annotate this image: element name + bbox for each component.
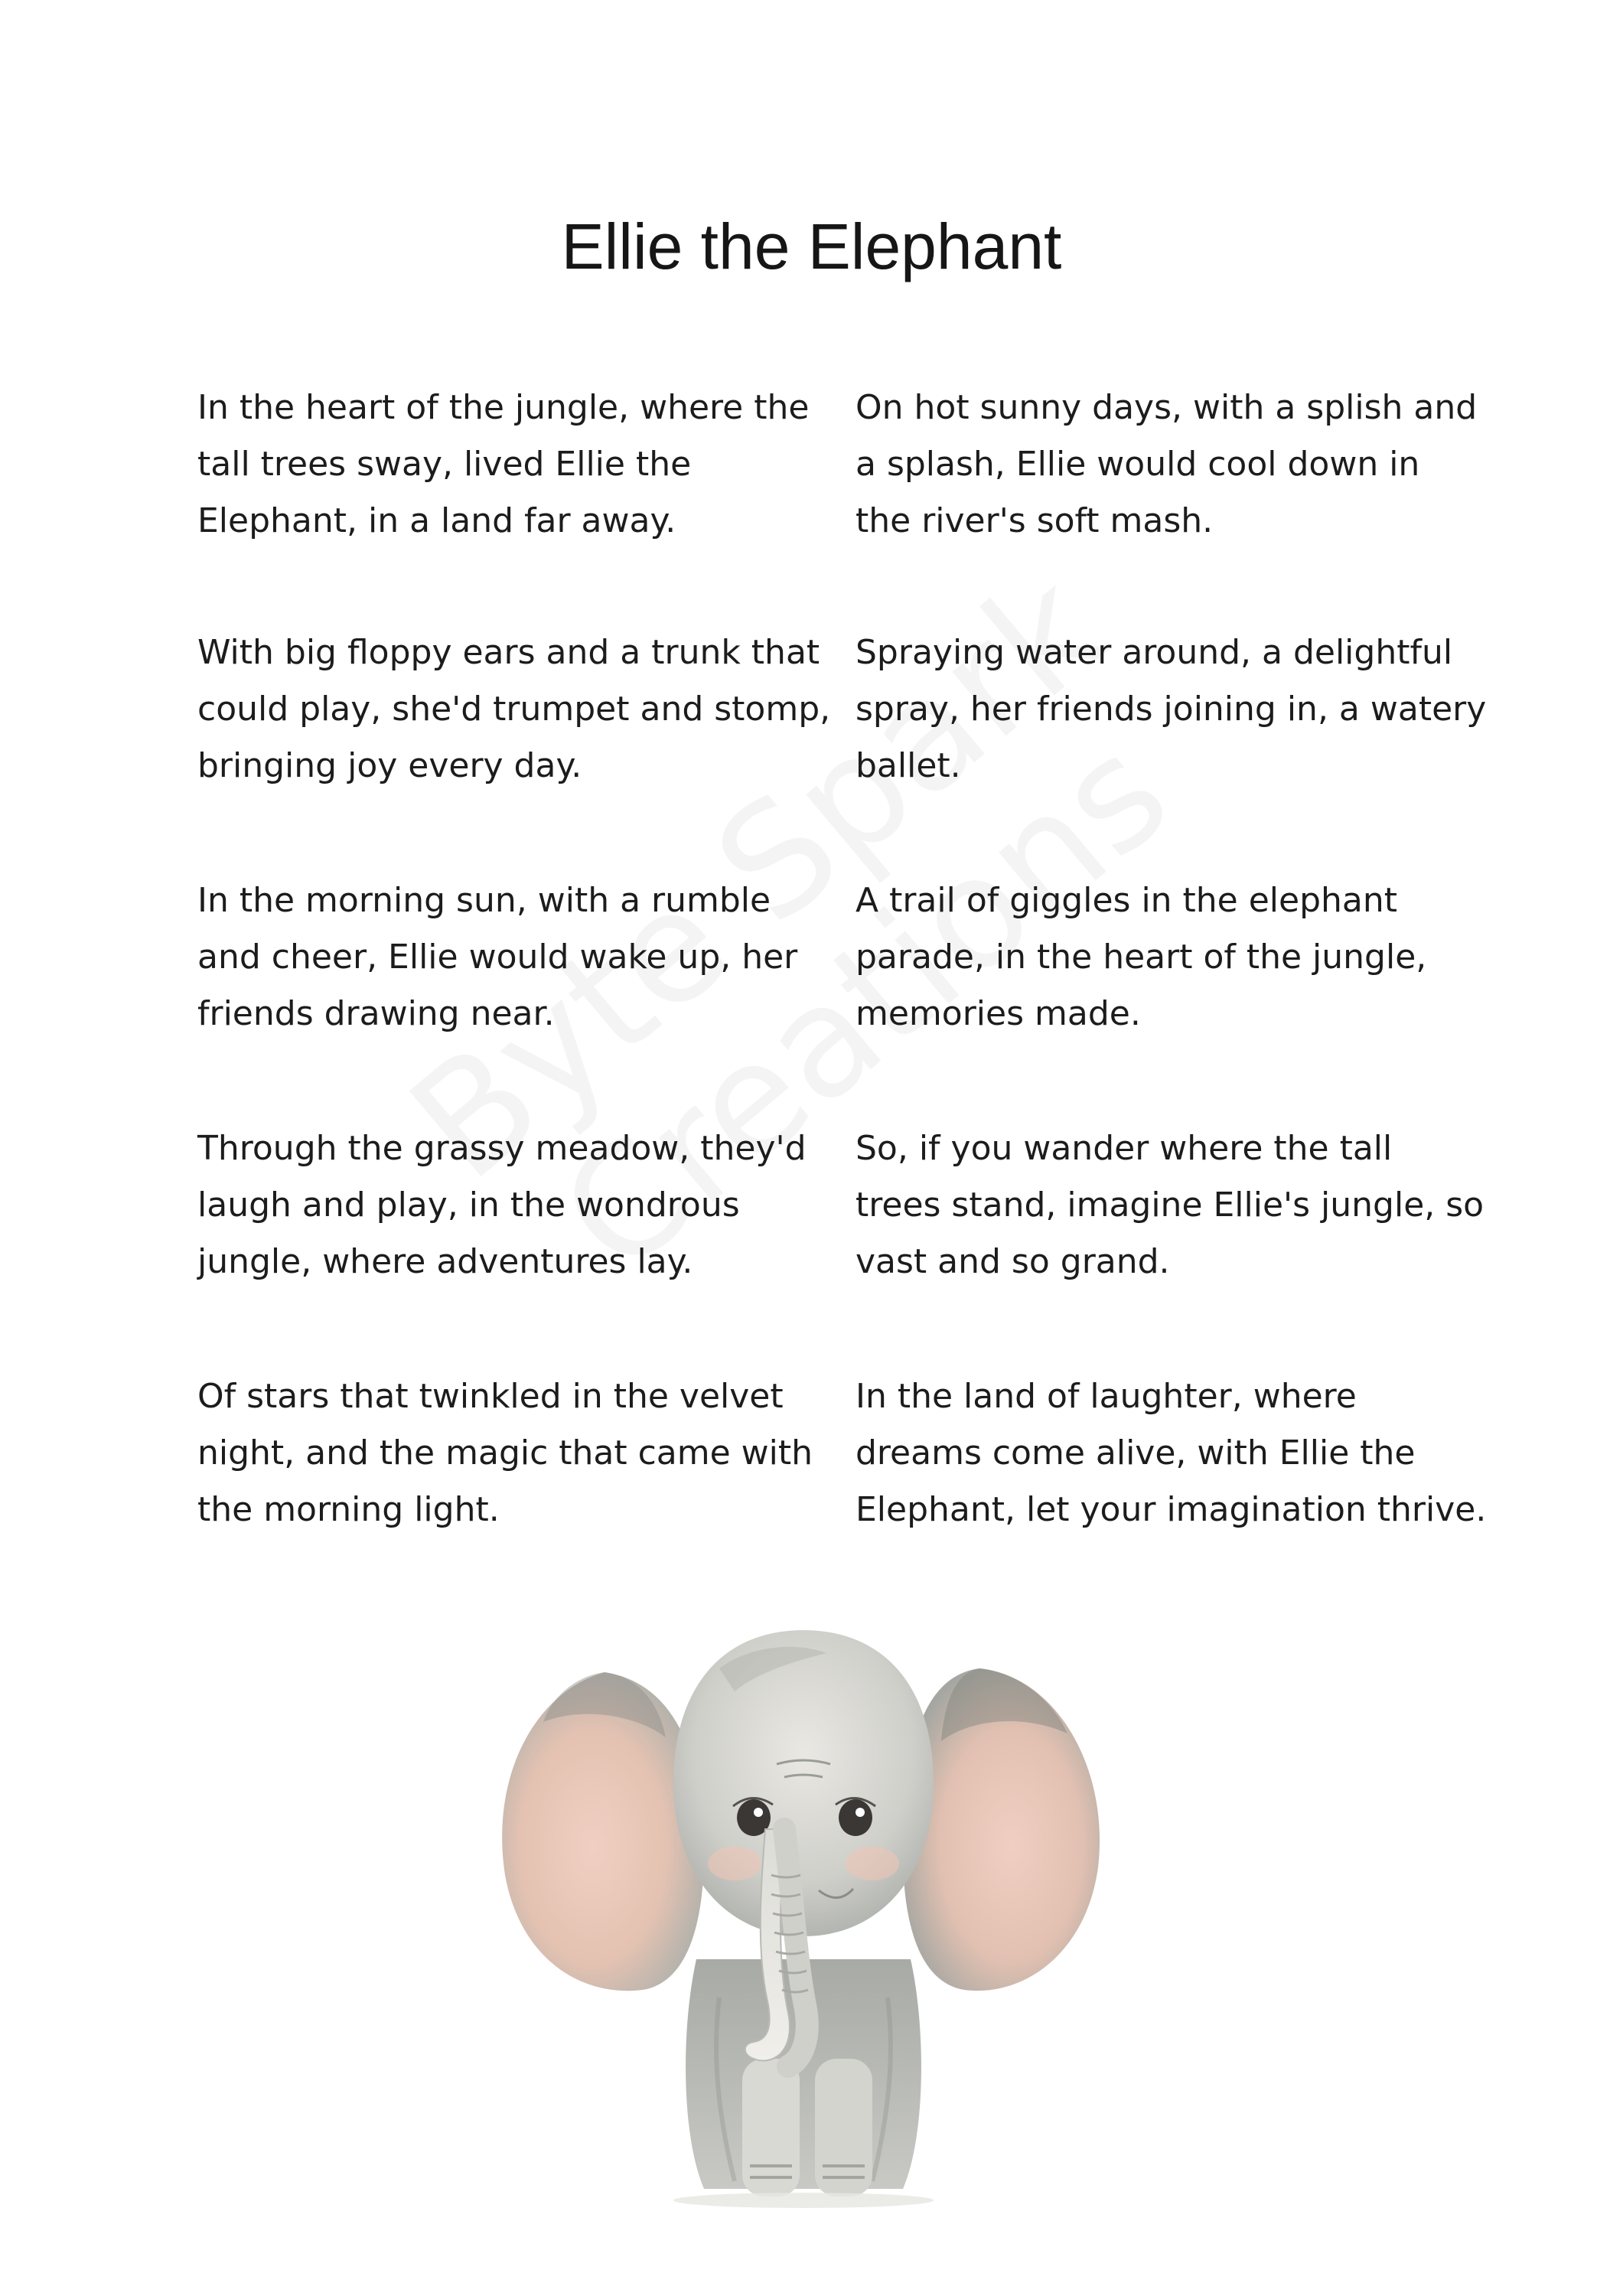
- stanza-line: jungle, where adventures lay.: [197, 1242, 693, 1281]
- stanza-right-4: [855, 1120, 1484, 1290]
- stanza-left-2: [197, 625, 831, 794]
- stanza-line: So, if you wander where the tall: [855, 1129, 1393, 1168]
- stanza-line: In the morning sun, with a rumble: [197, 881, 771, 920]
- stanza-left-3: [197, 872, 810, 1042]
- stanza-line: In the land of laughter, where: [855, 1377, 1357, 1416]
- stanza-line: Elephant, in a land far away.: [197, 501, 676, 540]
- stanza-line: dreams come alive, with Ellie the: [855, 1433, 1416, 1473]
- elephant-illustration: [490, 1600, 1117, 2212]
- stanza-line: memories made.: [855, 994, 1141, 1033]
- stanza-line: With big floppy ears and a trunk that: [197, 633, 820, 672]
- stanza-right-2: [855, 625, 1487, 794]
- stanza-left-4: [197, 1120, 810, 1290]
- stanza-left-5: [197, 1368, 813, 1538]
- stanza-line: Of stars that twinkled in the velvet: [197, 1377, 784, 1416]
- stanza-line: spray, her friends joining in, a watery: [855, 690, 1487, 729]
- stanza-line: laugh and play, in the wondrous: [197, 1186, 740, 1225]
- stanza-line: friends drawing near.: [197, 994, 555, 1033]
- page-title: Ellie the Elephant: [561, 210, 1062, 282]
- stanza-line: and cheer, Ellie would wake up, her: [197, 938, 798, 977]
- stanza-right-3: [855, 872, 1468, 1042]
- stanza-line: ballet.: [855, 746, 961, 785]
- stanza-line: night, and the magic that came with: [197, 1433, 813, 1473]
- stanza-line: trees stand, imagine Ellie's jungle, so: [855, 1186, 1484, 1225]
- stanza-line: the morning light.: [197, 1490, 500, 1529]
- stanza-line: In the heart of the jungle, where the: [197, 388, 810, 427]
- stanza-line: On hot sunny days, with a splish and: [855, 388, 1478, 427]
- stanza-left-1: [197, 380, 810, 550]
- left-ear: [502, 1672, 704, 1991]
- stanza-line: tall trees sway, lived Ellie the: [197, 445, 692, 484]
- stanza-line: could play, she'd trumpet and stomp,: [197, 690, 831, 729]
- stanza-line: bringing joy every day.: [197, 746, 582, 785]
- stanza-line: the river's soft mash.: [855, 501, 1214, 540]
- stanza-line: Elephant, let your imagination thrive.: [855, 1490, 1487, 1529]
- elephant-head: [673, 1630, 934, 1936]
- stanza-line: Through the grassy meadow, they'd: [197, 1129, 807, 1168]
- stanza-line: Spraying water around, a delightful: [855, 633, 1453, 672]
- stanza-line: parade, in the heart of the jungle,: [855, 938, 1427, 977]
- stanza-line: vast and so grand.: [855, 1242, 1170, 1281]
- stanza-right-1: [855, 380, 1478, 550]
- stanza-line: a splash, Ellie would cool down in: [855, 445, 1420, 484]
- stanza-line: A trail of giggles in the elephant: [855, 881, 1398, 920]
- stanza-right-5: [855, 1368, 1487, 1538]
